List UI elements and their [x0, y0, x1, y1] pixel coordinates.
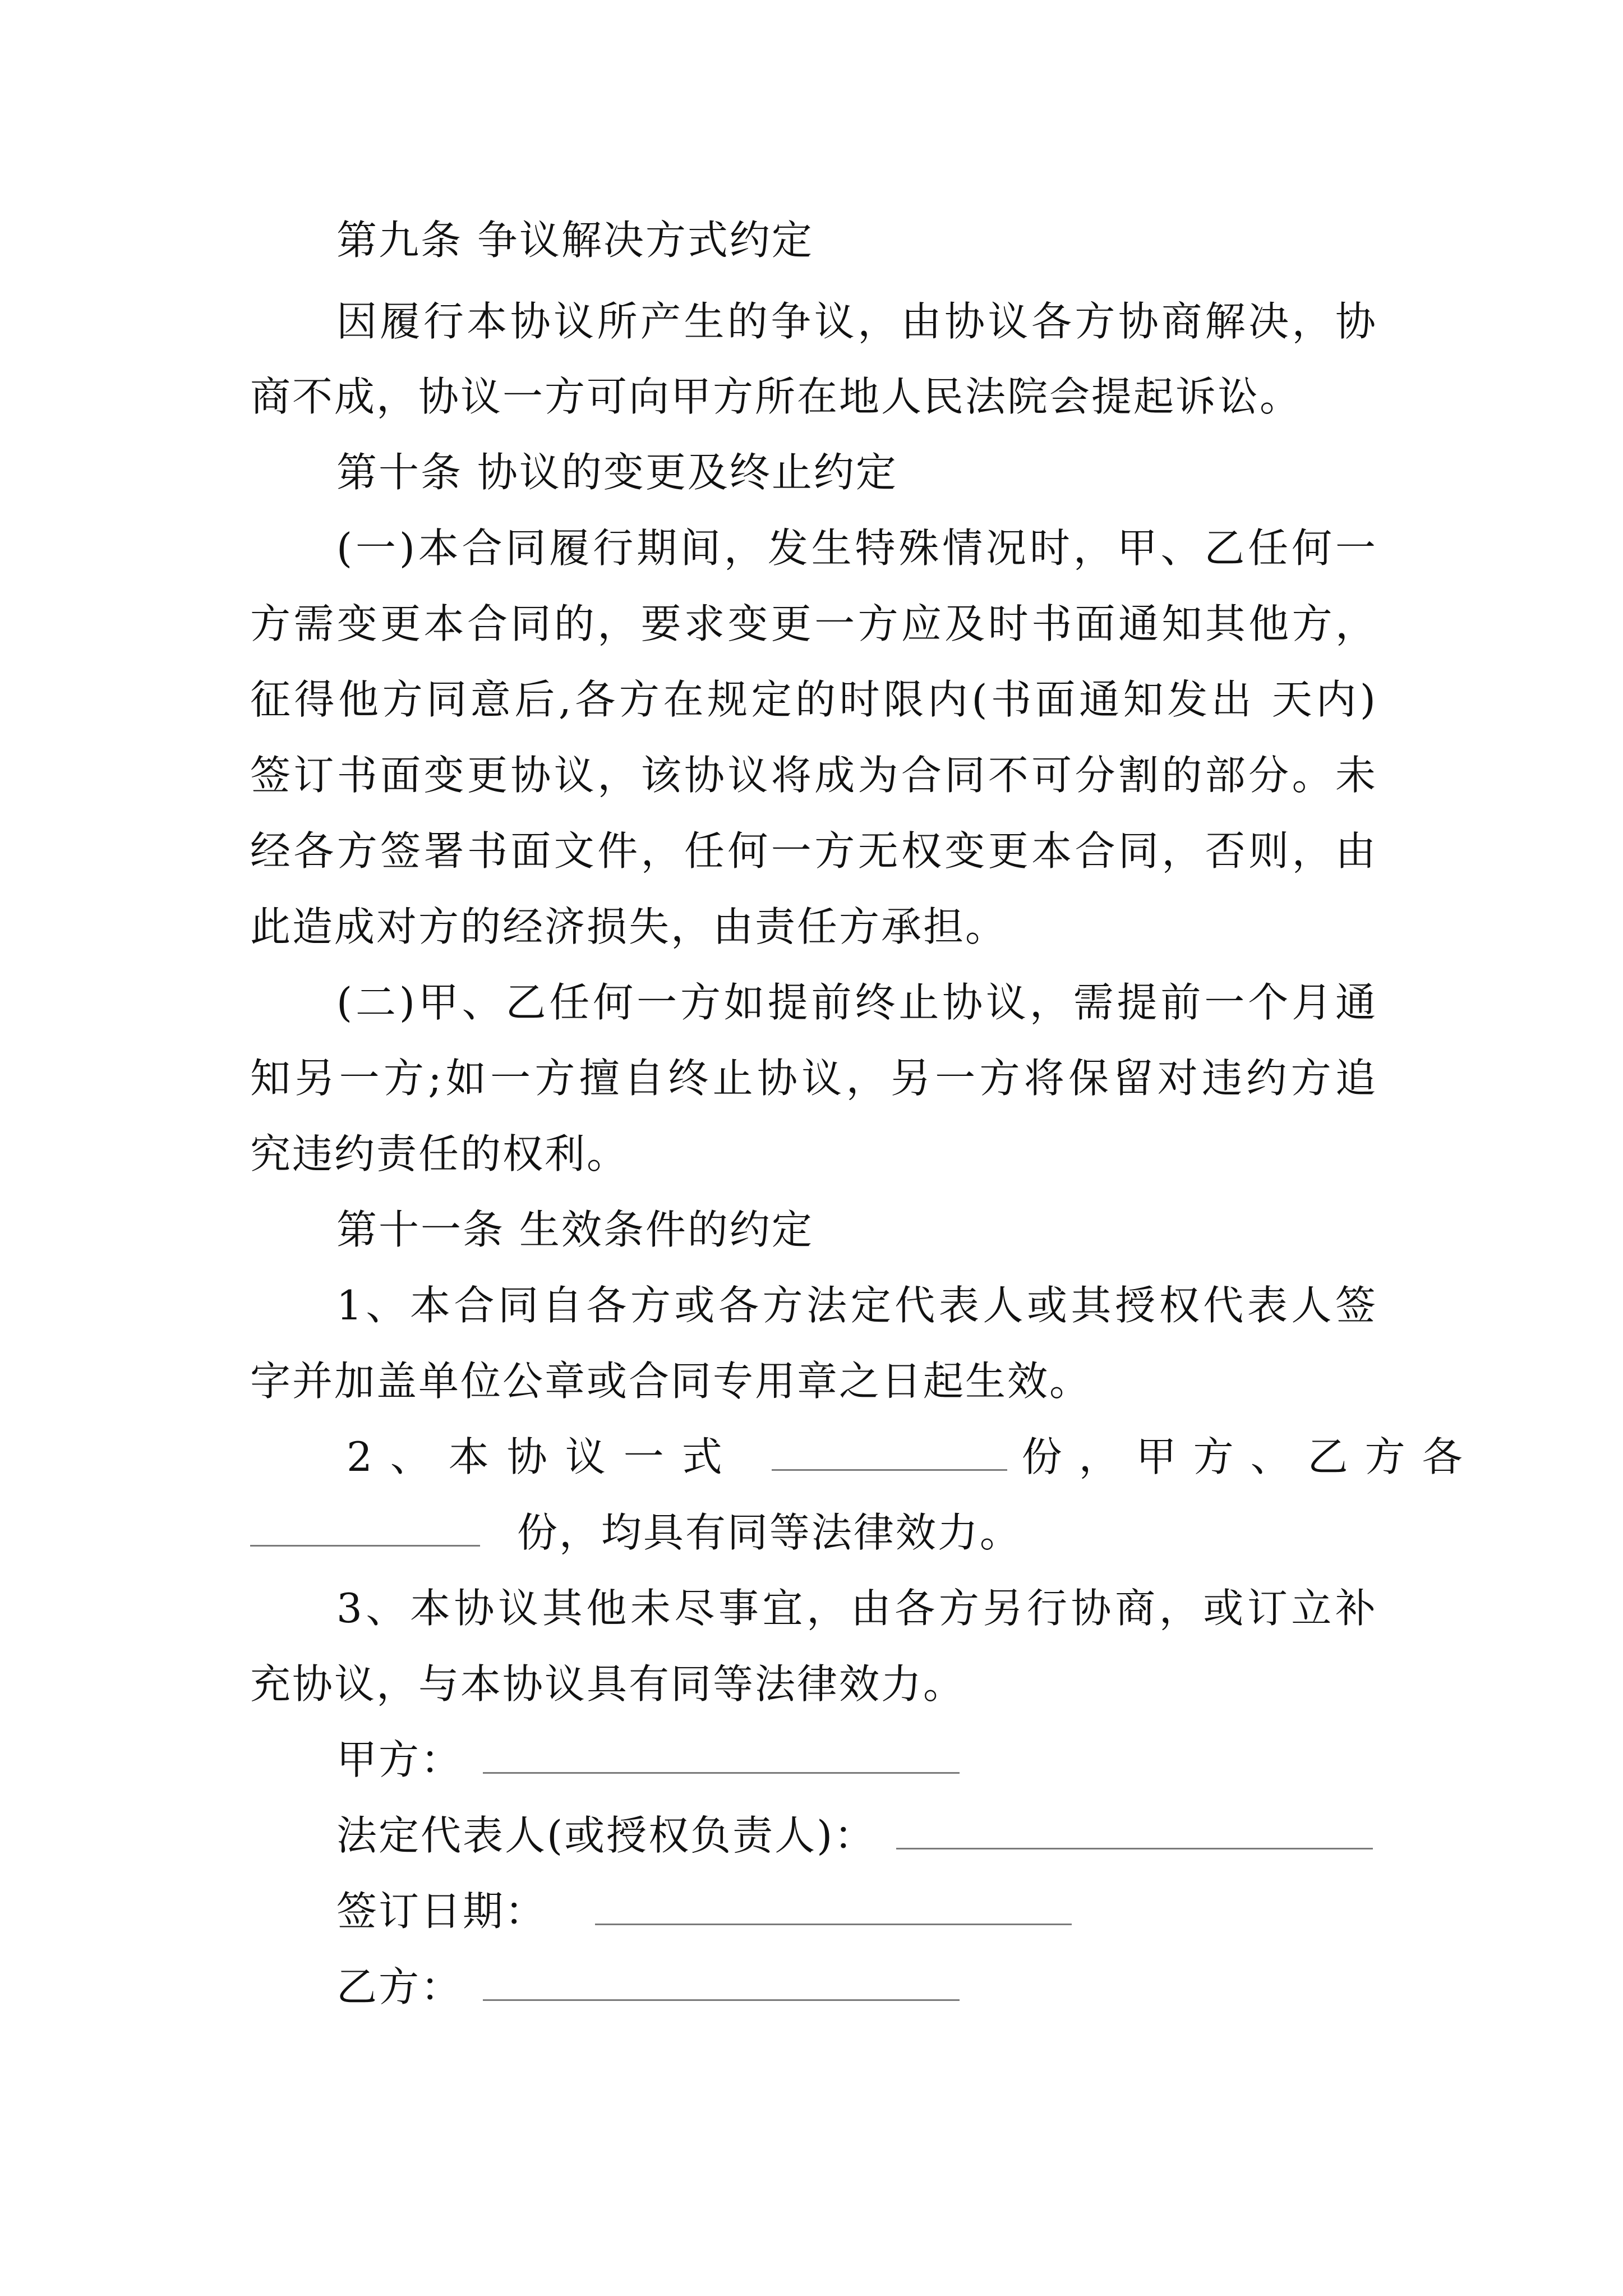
article-10-item-1-line-1: (一)本合同履行期间，发生特殊情况时，甲、乙任何一: [336, 524, 1377, 572]
article-9-text-line-1: 因履行本协议所产生的争议，由协议各方协商解决，协: [336, 298, 1377, 345]
party-b-row: [336, 1962, 960, 2012]
article-10-item-1-line-5: 经各方签署书面文件，任何一方无权变更本合同，否则，由: [250, 827, 1377, 875]
copies-text-part-3: 份，均具有同等法律效力。: [517, 1509, 1022, 1556]
total-copies-blank[interactable]: [772, 1433, 1007, 1471]
article-11-item-2-line-2: [250, 1507, 1022, 1558]
article-10-item-1-line-3: 征得他方同意后,各方在规定的时限内(书面通知发出 天内): [250, 676, 1377, 723]
sign-date-row: [336, 1886, 1072, 1936]
article-11-item-3-line-2: 充协议，与本协议具有同等法律效力。: [250, 1660, 966, 1708]
article-10-heading: 第十条 协议的变更及终止约定: [336, 449, 898, 496]
article-10-item-1-line-2: 方需变更本合同的，要求变更一方应及时书面通知其他方，: [250, 600, 1377, 647]
copies-text-part-1: 2、本协议一式: [347, 1433, 740, 1480]
article-11-item-3-line-1: 3、本协议其他未尽事宜，由各方另行协商，或订立补: [336, 1585, 1377, 1632]
article-10-item-2-line-2: 知另一方;如一方擅自终止协议，另一方将保留对违约方追: [250, 1055, 1377, 1102]
article-11-item-1-line-2: 字并加盖单位公章或合同专用章之日起生效。: [250, 1358, 1092, 1405]
copies-text-part-2: 份，甲方、乙方各: [1021, 1433, 1479, 1480]
sign-date-blank[interactable]: [595, 1888, 1072, 1925]
article-10-item-2-line-3: 究违约责任的权利。: [250, 1130, 629, 1177]
party-b-blank[interactable]: [483, 1963, 960, 2001]
legal-rep-row: [336, 1810, 1373, 1861]
article-10-item-2-line-1: (二)甲、乙任何一方如提前终止协议，需提前一个月通: [336, 979, 1377, 1026]
legal-rep-label: 法定代表人(或授权负责人)：: [336, 1812, 877, 1859]
party-b-label: 乙方：: [336, 1963, 463, 2010]
article-11-heading: 第十一条 生效条件的约定: [336, 1206, 814, 1253]
article-11-item-1-line-1: 1、本合同自各方或各方法定代表人或其授权代表人签: [336, 1282, 1377, 1329]
legal-rep-blank[interactable]: [896, 1812, 1373, 1849]
article-9-text-line-2: 商不成，协议一方可向甲方所在地人民法院会提起诉讼。: [250, 373, 1302, 420]
party-a-row: [336, 1734, 960, 1785]
each-party-copies-blank[interactable]: [250, 1509, 480, 1547]
party-a-label: 甲方：: [336, 1736, 463, 1783]
article-11-item-2-line-1: [347, 1432, 1479, 1482]
sign-date-label: 签订日期：: [336, 1888, 547, 1935]
article-10-item-1-line-6: 此造成对方的经济损失，由责任方承担。: [250, 903, 1008, 950]
party-a-blank[interactable]: [483, 1736, 960, 1774]
article-10-item-1-line-4: 签订书面变更协议，该协议将成为合同不可分割的部分。未: [250, 752, 1377, 799]
article-9-heading: 第九条 争议解决方式约定: [336, 217, 814, 264]
